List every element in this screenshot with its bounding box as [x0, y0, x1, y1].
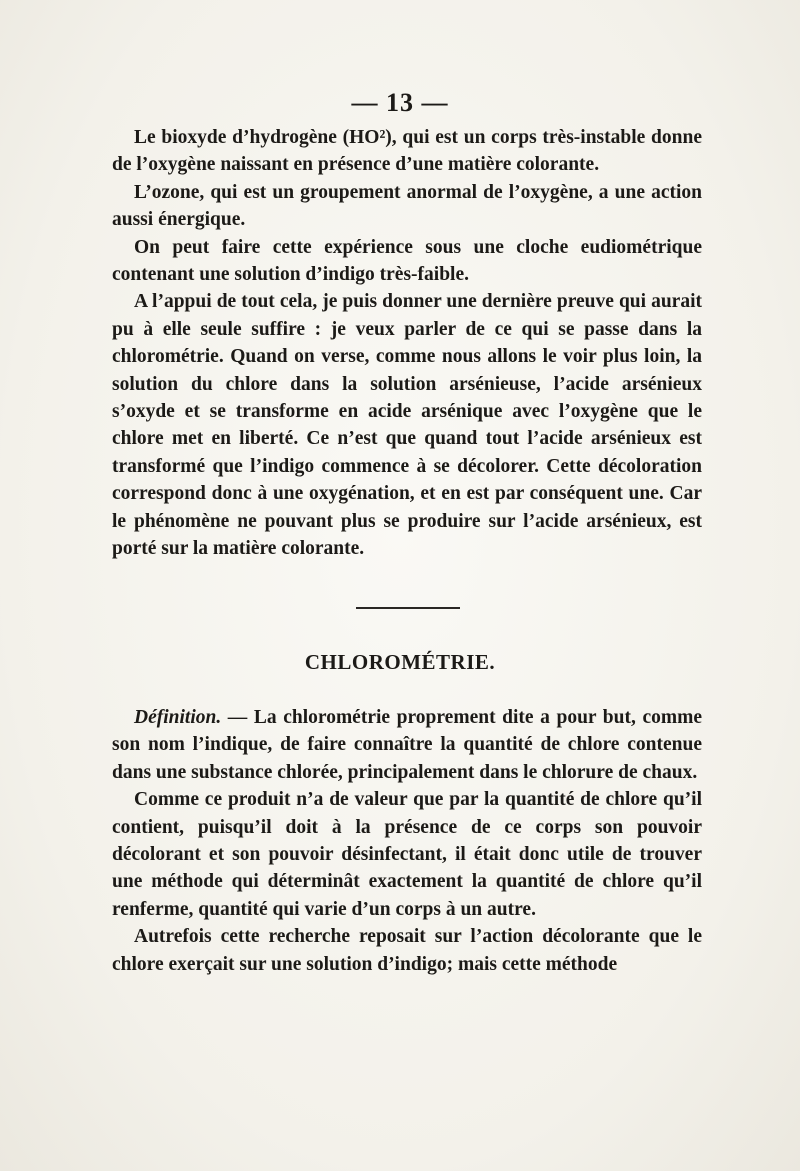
section-title: CHLOROMÉTRIE. [304, 650, 496, 674]
paragraph-ozone: L’ozone, qui est un groupement anormal de l’oxygène, a une action aussi énergique. [112, 181, 702, 231]
paragraph-produit: Comme ce produit n’a de valeur que par la quantité de chlore qu’il contient, puisqu’il doit à la présence de ce corps son pouvoir décolorant et son pouvoir désinfectant, il était donc utile de trouver une méthode qui déterminât exactement la quantité de chlore qu’il renferme, quantité qui varie d’un corps à un autre. [112, 789, 702, 920]
section-text-block [112, 704, 702, 978]
definition-label: Définition. [134, 707, 222, 728]
section-divider [356, 607, 460, 609]
top-text-block [112, 124, 702, 563]
paragraph-bioxyde: Le bioxyde d’hydrogène (HO²), qui est un corps très-instable donne de l’oxygène naissant en présence d’une matière colorante. [112, 127, 702, 176]
definition-text: — La chlorométrie proprement dite a pour but, comme son nom l’indique, de faire connaître la quantité de chlore contenue dans une substance chlorée, principalement dans le chlorure de chaux. [112, 707, 702, 783]
paragraph-definition [112, 704, 702, 786]
paragraph-preuve: A l’appui de tout cela, je puis donner une dernière preuve qui aurait pu à elle seule suffire : je veux parler de ce qui se passe dans la chlorométrie. Quand on verse, comme nous allons le voir plus loin, la solution du chlore dans la solution arsénieuse, l’acide arsénieux s’oxyde et se transforme en acide arsénique avec l’oxygène que le chlore met en liberté. Ce n’est que quand tout l’acide arsénieux est transformé que l’indigo commence à se décolorer. Cette décoloration correspond donc à une oxygénation, et en est par conséquent une. Car le phénomène ne pouvant plus se produire sur l’acide arsénieux, est porté sur la matière colorante. [112, 291, 702, 560]
paragraph-experience: On peut faire cette expérience sous une cloche eudiométrique contenant une solution d’indigo très-faible. [112, 236, 702, 286]
paragraph-autrefois: Autrefois cette recherche reposait sur l’action décolorante que le chlore exerçait sur une solution d’indigo; mais cette méthode [112, 926, 702, 975]
page-number: — 13 — [351, 88, 449, 117]
